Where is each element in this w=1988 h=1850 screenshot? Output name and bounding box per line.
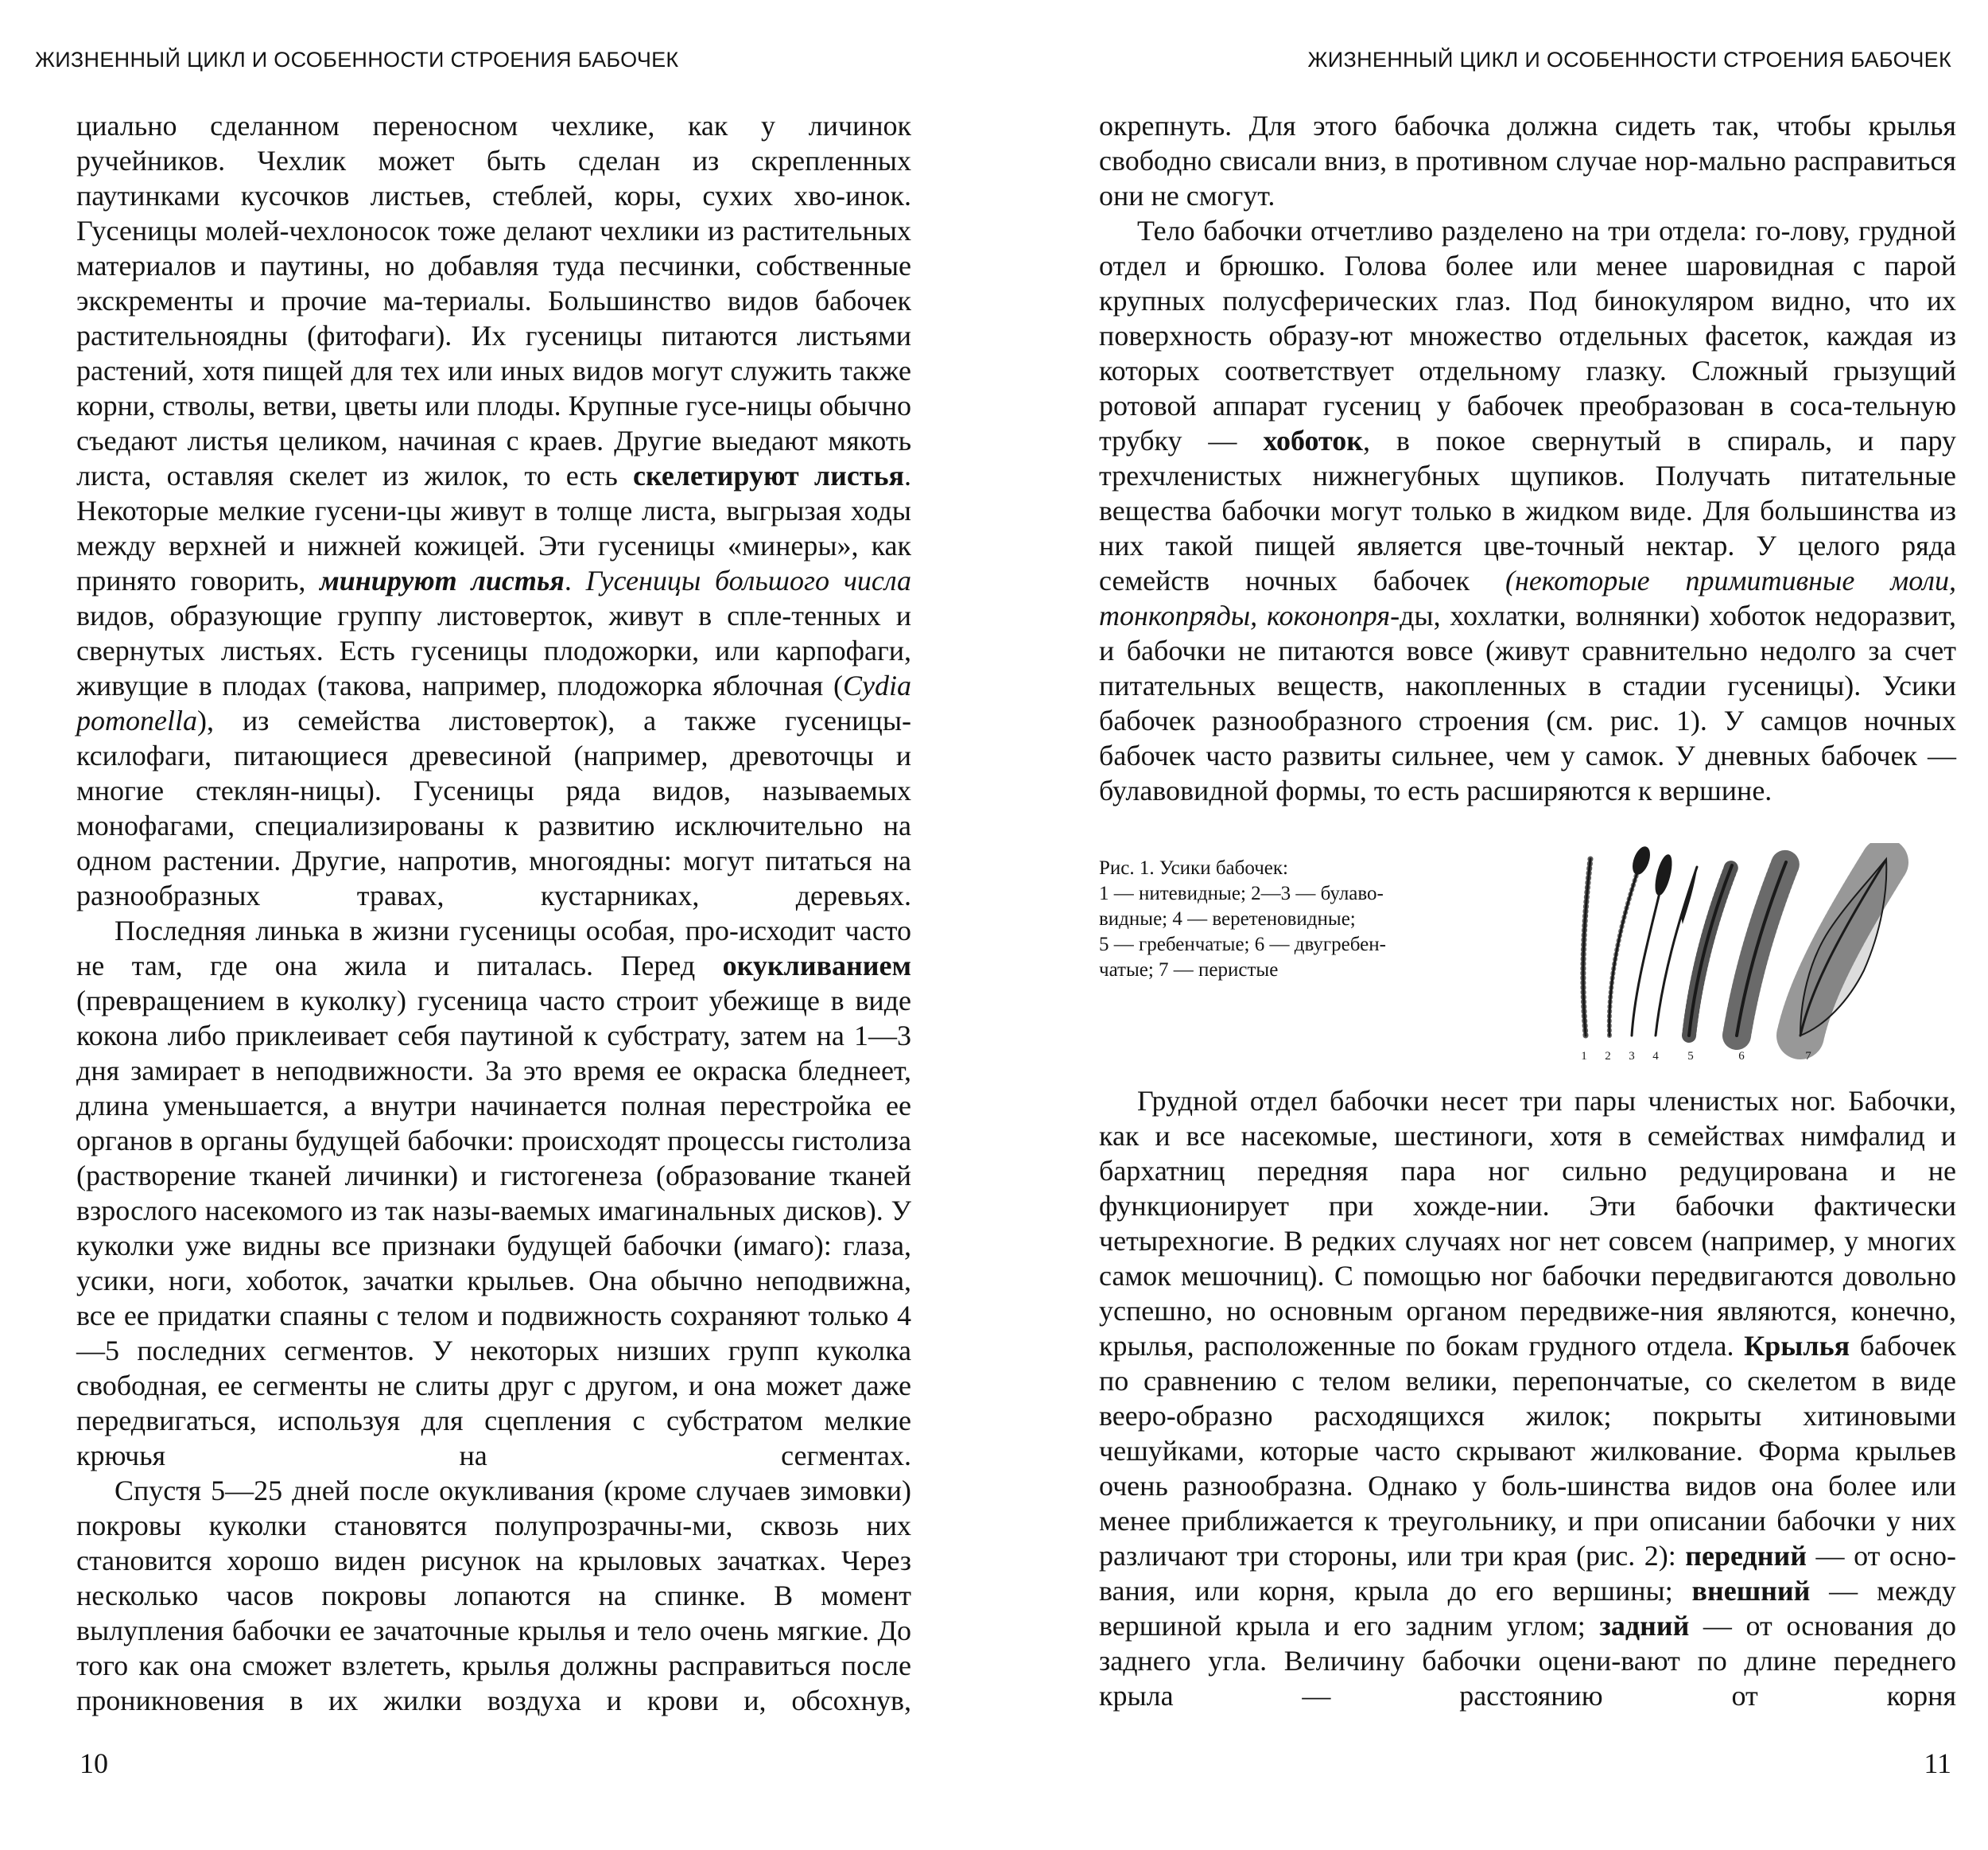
antenna-label: 5 [1687,1050,1694,1063]
antenna-label: 1 [1581,1050,1587,1063]
term-zadniy: задний [1599,1610,1690,1642]
antenna-bipectinate [1737,862,1786,1036]
caption-line: Рис. 1. Усики бабочек: [1099,857,1288,879]
caption-line: 5 — гребенчатые; 6 — двугребен- [1099,934,1386,955]
antenna-filiform [1583,859,1590,1036]
right-page-number: 11 [1924,1747,1951,1779]
antenna-clavate-b [1632,853,1675,1036]
right-lower-text [1099,1083,1956,1713]
left-page-number: 10 [80,1747,108,1779]
right-paragraph-2: Тело бабочки отчетливо разделено на три отдела: го-лову, грудной отдел и брюшко. Голова более или менее шаровидная с парой крупных полусферических глаз. Под бинокуляром видно, что их поверхность образу-ют множество отдельных фасеток, каждая из которых соответствует отдельному глазку. Сложный грызущий ротовой аппарат гусениц у бабочек преобразован в соса-тельную трубку — хоботок, в покое свернутый в спираль, и пару трехчленистых нижнегубных щупиков. Получать питательные вещества бабочки могут только в жидком виде. Для большинства из них такой пищей является цве-точный нектар. У целого ряда семейств ночных бабочек (некоторые примитивные моли, тонкопряды, коконопря-ды, хохлатки, волнянки) хоботок недоразвит, и бабочки не питаются вовсе (живут сравнительно недолго за счет питательных веществ, накопленных в стадии гусеницы). Усики бабочек разнообразного строения (см. рис. 1). У самцов ночных бабочек часто развиты сильнее, чем у самок. У дневных бабочек — булавовидной формы, то есть расширяются к вершине. [1099,215,1957,806]
right-text-column [1099,108,1957,1712]
antenna-label: 3 [1629,1050,1635,1063]
antenna-label: 4 [1652,1050,1659,1063]
term-peredniy: передний [1685,1540,1807,1572]
right-running-head: ЖИЗНЕННЫЙ ЦИКЛ И ОСОБЕННОСТИ СТРОЕНИЯ БАБОЧЕК [1307,48,1951,72]
antenna-label: 7 [1805,1050,1811,1063]
caption-line: 1 — нитевидные; 2—3 — булаво- [1099,883,1384,904]
antenna-clavate-a [1609,845,1653,1036]
figure-antennae [1099,843,1956,1074]
left-paragraph-2: Последняя линька в жизни гусеницы особая, про-исходит часто не там, где она жила и питалась. Перед окукливанием (превращением в куколку) гусеница часто строит убежище в виде кокона либо приклеивает себя паутиной к субстрату, затем на 1—3 дня замирает в неподвижности. За это время ее окраска бледнеет, длина уменьшается, а внутри начинается полная перестройка ее органов в органы будущей бабочки: происходят процессы гистолиза (растворение тканей личинки) и гистогенеза (образование тканей взрослого насекомого из так назы-ваемых имагинальных дисков). У куколки уже видны все признаки будущей бабочки (имаго): глаза, усики, ноги, хоботок, зачатки крыльев. Она обычно неподвижна, все ее придатки спаяны с телом и подвижность сохраняют только 4—5 последних сегментов. У некоторых низших групп куколка свободная, ее сегменты не слиты друг с другом, и она может даже передвигаться, используя для сцепления с субстратом мелкие крючья на сегментах. [76,915,911,1471]
left-running-head: ЖИЗНЕННЫЙ ЦИКЛ И ОСОБЕННОСТИ СТРОЕНИЯ БАБОЧЕК [35,48,679,72]
term-krylya: Крылья [1744,1330,1850,1362]
antenna-pectinate [1689,865,1732,1036]
caption-line: чатые; 7 — перистые [1099,959,1279,981]
term-skeletiruyut: скелетируют листья [633,460,904,492]
right-paragraph-1: окрепнуть. Для этого бабочка должна сидеть так, чтобы крылья свободно свисали вниз, в противном случае нор-мально расправиться они не смогут. [1099,110,1956,212]
left-text-column [76,108,911,1718]
antenna-plumose [1800,859,1886,1036]
right-paragraph-3: Грудной отдел бабочки несет три пары членистых ног. Бабочки, как и все насекомые, шестиноги, хотя в семействах нимфалид и бархатниц передняя пара ног сильно редуцирована и не функционирует при хожде-нии. Эти бабочки фактически четырехногие. В редких случаях ног нет совсем (например, у многих самок мешочниц). С помощью ног бабочки передвигаются довольно успешно, но основным органом передвиже-ния являются, конечно, крылья, расположенные по бокам грудного отдела. Крылья бабочек по сравнению с телом велики, перепончатые, со скелетом в виде вееро-образно расходящихся жилок; покрыты хитиновыми чешуйками, которые часто скрывают жилкование. Форма крыльев очень разнообразна. Однако у боль-шинства видов она более или менее приближается к треугольнику, и при описании бабочки у них различают три стороны, или три края (рис. 2): передний — от осно-вания, или корня, крыла до его вершины; внешний — между вершиной крыла и его задним углом; задний — от основания до заднего угла. Величину бабочки оцени-вают по длине переднего крыла — расстоянию от корня [1099,1085,1956,1712]
term-okuklivanie: окукливанием [722,950,911,981]
term-miniruyut: минируют листья [320,565,565,597]
term-vneshniy: внешний [1691,1575,1811,1607]
left-paragraph-1: циально сделанном переносном чехлике, как у личинок ручейников. Чехлик может быть сделан из скрепленных паутинками кусочков листьев, стеблей, коры, сухих хво-инок. Гусеницы молей-чехлоносок тоже делают чехлики из растительных материалов и паутины, но добавляя туда песчинки, собственные экскременты и прочие ма-териалы. Большинство видов бабочек растительноядны (фитофаги). Их гусеницы питаются листьями растений, хотя пищей для тех или иных видов могут служить также корни, стволы, ветви, цветы или плоды. Крупные гусе-ницы обычно съедают листья целиком, начиная с краев. Другие выедают мякоть листа, оставляя скелет из жилок, то есть скелетируют листья. Некоторые мелкие гусени-цы живут в толще листа, выгрызая ходы между верхней и нижней кожицей. Эти гусеницы «минеры», как принято говорить, минируют листья. Гусеницы большого числа видов, образующие группу листоверток, живут в спле-тенных и свернутых листьях. Есть гусеницы плодожорки, или карпофаги, живущие в плодах (такова, например, плодожорка яблочная (Cydia pomonella), из семейства листоверток), а также гусеницы-ксилофаги, питающиеся древесиной (например, древоточцы и многие стеклян-ницы). Гусеницы ряда видов, называемых монофагами, специализированы к развитию исключительно на одном растении. Другие, напротив, многоядны: могут питаться на разнообразных травах, кустарниках, деревьях. [76,110,912,911]
antennae-illustration [1562,843,1912,1066]
antenna-label: 6 [1738,1050,1745,1063]
latin-name-cydia: Cydia pomonella [76,670,911,737]
left-paragraph-3: Спустя 5—25 дней после окукливания (кроме случаев зимовки) покровы куколки становятся полупрозрачны-ми, сквозь них становится хорошо виден рисунок на крыловых зачатках. Через несколько часов покровы лопаются на спинке. В момент вылупления бабочки ее зачаточные крылья и тело очень мягкие. До того как она сможет взлететь, крылья должны расправиться после проникновения в их жилки воздуха и крови и, обсохнув, [76,1475,911,1716]
term-khobotok: хоботок [1263,425,1363,457]
caption-line: видные; 4 — веретеновидные; [1099,908,1356,930]
antenna-label: 2 [1605,1050,1611,1063]
right-page [994,0,1988,1850]
figure-caption [1099,856,1528,983]
